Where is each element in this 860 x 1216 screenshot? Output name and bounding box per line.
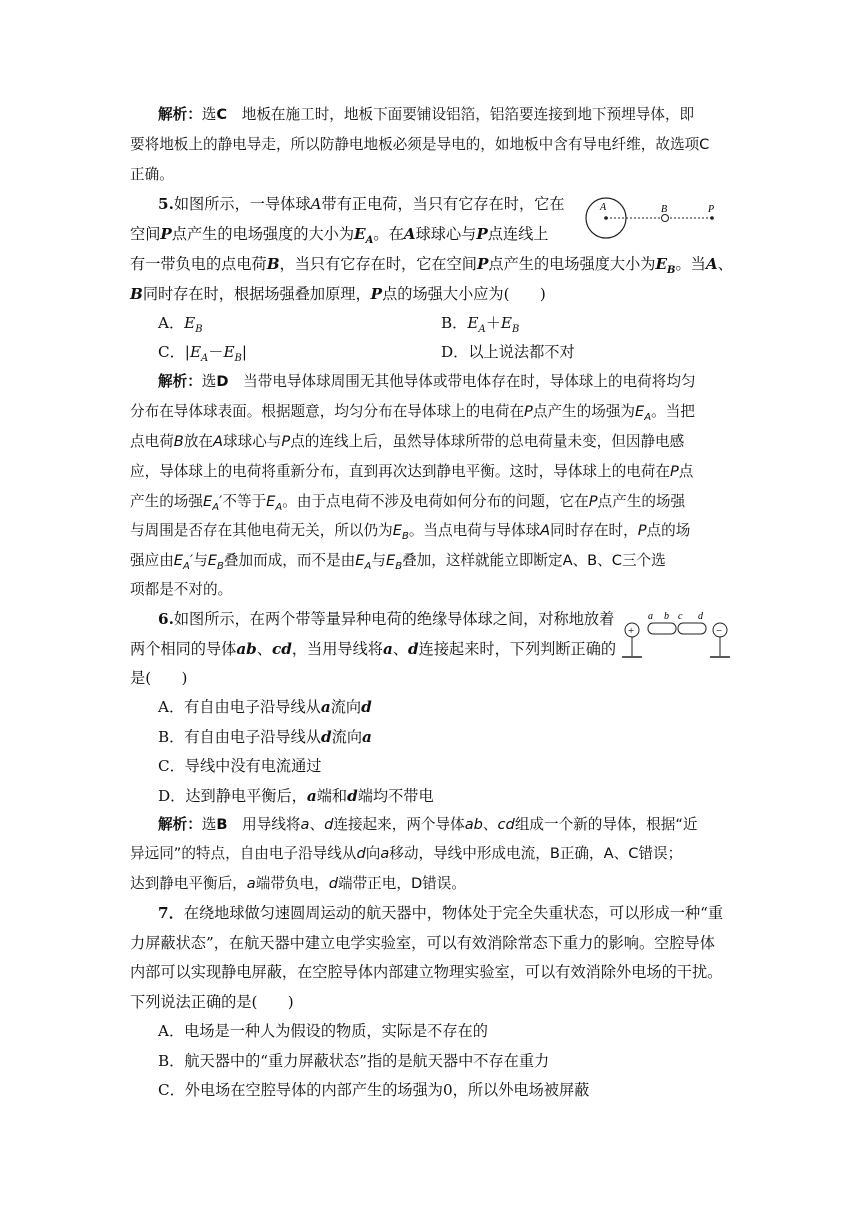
- text-line: 内部可以实现静电屏蔽，在空腔导体内部建立物理实验室，可以有效消除外电场的干扰。: [130, 963, 723, 981]
- text-line: 空间P点产生的电场强度的大小为$E_A$。在A球球心与P点连线上: [130, 225, 549, 247]
- charge-b: [662, 215, 669, 222]
- question-7-line: 7．在绕地球做匀速圆周运动的航天器中，物体处于完全失重状态，可以形成一种“重: [158, 904, 724, 922]
- point-p: [710, 216, 714, 220]
- label-b: b: [664, 611, 669, 622]
- option-a: A．有自由电子沿导线从a流向d: [158, 698, 372, 716]
- option-b: B．有自由电子沿导线从d流向a: [158, 728, 372, 746]
- text-line: 有一带负电的点电荷B，当只有它存在时，它在空间P点产生的电场强度大小为$E_B$。当A、: [130, 255, 733, 277]
- text-line: 力屏蔽状态”，在航天器中建立电学实验室，可以有效消除常态下重力的影响。空腔导体: [130, 934, 715, 952]
- option-d: D．以上说法都不对: [441, 343, 575, 361]
- label-a: A: [600, 202, 607, 213]
- text-line: 异远同”的特点，自由电子沿导线从d向a移动，导线中形成电流，B正确，A、C错误；: [130, 845, 683, 862]
- text-line: 达到静电平衡后，a端带负电，d端带正电，D错误。: [130, 875, 466, 892]
- label-d: d: [698, 611, 703, 622]
- text-line: 点电荷B放在A球球心与P点的连线上后，虽然导体球所带的总电荷量未变，但因静电感: [130, 433, 685, 450]
- conductor-cd: [678, 623, 706, 634]
- text-line: 项都是不对的。: [130, 581, 233, 598]
- figure-charge-line: [584, 192, 724, 248]
- label-p: P: [708, 204, 715, 215]
- text-line: 解析：选B 用导线将a、d连接起来，两个导体ab、cd组成一个新的导体，根据“近: [158, 816, 698, 833]
- option-c: C．外电场在空腔导体的内部产生的场强为0，所以外电场被屏蔽: [158, 1081, 590, 1099]
- text-line: 与周围是否存在其他电荷无关，所以仍为$E_B$。当点电荷与导体球A同时存在时，P点的场: [130, 522, 691, 542]
- question-5-line: 5.如图所示，一导体球A带有正电荷，当只有它存在时，它在: [158, 195, 565, 213]
- plus-sign: +: [628, 625, 635, 637]
- option-c: C．$|E_A-E_B|$: [158, 343, 248, 365]
- figure-conductors: [618, 608, 742, 664]
- text-line: 两个相同的导体ab、cd，当用导线将a、d连接起来时，下列判断正确的: [130, 640, 617, 658]
- text-line: 解析：选D 当带电导体球周围无其他导体或带电体存在时，导体球上的电荷将均匀: [158, 373, 696, 390]
- label-c: c: [678, 611, 683, 622]
- text-line: 正确。: [130, 166, 174, 183]
- text-line: 分布在导体球表面。根据题意，均匀分布在导体球上的电荷在P点产生的场强为$E_A$。当把: [130, 403, 695, 423]
- label-b: B: [661, 204, 668, 215]
- answer-label: 选: [201, 106, 217, 123]
- minus-sign: −: [716, 625, 723, 637]
- option-a: A．电场是一种人为假设的物质，实际是不存在的: [158, 1022, 488, 1040]
- option-d: D．达到静电平衡后，a端和d端均不带电: [158, 787, 434, 805]
- text-line: 产生的场强$E_A'$不等于$E_A$。由于点电荷不涉及电荷如何分布的问题，它在P点产生的场强: [130, 493, 686, 513]
- question-6-line: 6.如图所示，在两个带等量异种电荷的绝缘导体球之间，对称地放着: [158, 610, 615, 628]
- option-b: B．航天器中的“重力屏蔽状态”指的是航天器中不存在重力: [158, 1052, 550, 1070]
- text-line: 下列说法正确的是( ): [130, 993, 294, 1011]
- option-a: A．$E_B$: [158, 314, 203, 336]
- text-line: 要将地板上的静电导走，所以防静电地板必须是导电的，如地板中含有导电纤维，故选项C: [130, 136, 710, 153]
- text-line: 应，导体球上的电荷将重新分布，直到再次达到静电平衡。这时，导体球上的电荷在P点: [130, 463, 694, 480]
- text-line: 解析：选C 地板在施工时，地板下面要铺设铝箔，铝箔要连接到地下预埋导体，即: [158, 106, 695, 123]
- text-line: B同时存在时，根据场强叠加原理，P点的场强大小应为( ): [130, 285, 546, 303]
- text-line: 是( ): [130, 669, 188, 687]
- option-b: B．$E_A+E_B$: [441, 314, 520, 336]
- text-line: 强应由$E_A'$与$E_B$叠加而成，而不是由$E_A$与$E_B$叠加，这样就能立即断定A、B、C三个选: [130, 552, 666, 572]
- conductor-ab: [648, 623, 676, 634]
- option-c: C．导线中没有电流通过: [158, 757, 322, 775]
- label-a: a: [648, 611, 653, 622]
